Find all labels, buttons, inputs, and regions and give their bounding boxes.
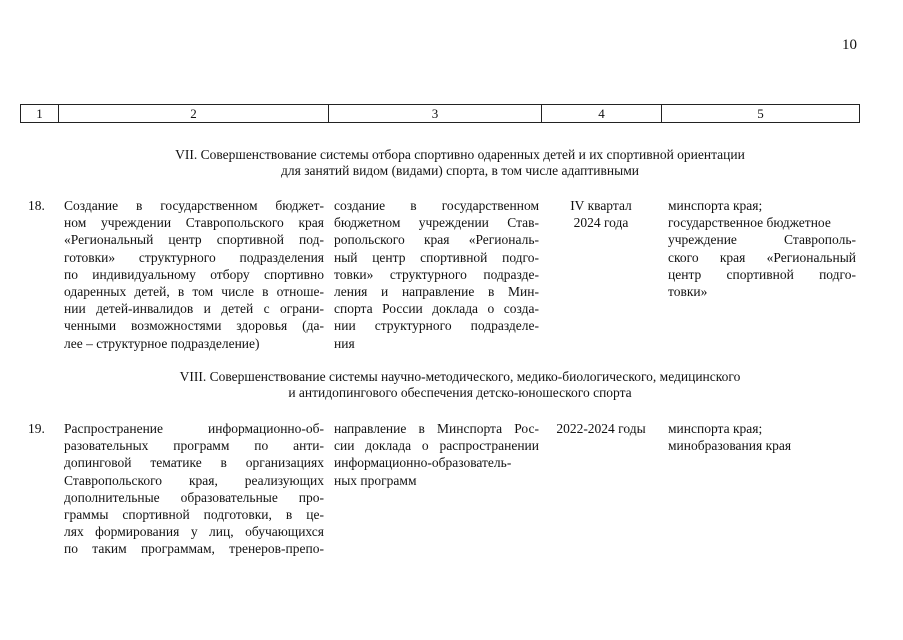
- text-line: минспорта края;: [668, 198, 763, 213]
- column-number-header: [20, 104, 860, 123]
- text-line: Распространение информационно-об-: [64, 421, 324, 436]
- responsible-cell: [668, 197, 856, 300]
- text-line: сии доклада о распространении: [334, 438, 539, 454]
- text-line: направление в Минспорта Рос-: [334, 421, 539, 436]
- text-line: товки»: [668, 284, 708, 300]
- text-line: учреждение Ставрополь-: [668, 232, 856, 248]
- text-line: спорта России доклада о созда-: [334, 301, 539, 317]
- text-line: ченными возможностями здоровья (да-: [64, 318, 324, 334]
- text-line: по индивидуальному отбору спортивно: [64, 266, 324, 282]
- result-cell: [334, 197, 539, 352]
- column-number-4: 4: [542, 105, 662, 122]
- text-line: «Региональный центр спортивной под-: [64, 232, 324, 248]
- text-line: нии структурного подразделе-: [334, 318, 539, 334]
- text-line: готовки» структурного подразделения: [64, 249, 324, 265]
- text-line: ных программ: [334, 472, 417, 488]
- text-line: Ставропольского края, реализующих: [64, 472, 324, 488]
- section-title-line: VII. Совершенствование системы отбора спортивно одаренных детей и их спортивной ориентации: [175, 147, 745, 162]
- text-line: государственное бюджетное: [668, 215, 831, 231]
- text-line: лее – структурное подразделение): [64, 335, 260, 351]
- measure-cell: [64, 420, 324, 558]
- text-line: по таким программам, тренеров-препо-: [64, 541, 324, 557]
- text-line: допинговой тематике в организациях: [64, 455, 324, 471]
- text-line: одаренных детей, в том числе в отноше-: [64, 284, 324, 300]
- text-line: Создание в государственном бюджет-: [64, 198, 324, 213]
- section-title-viii: [60, 369, 860, 401]
- text-line: 2024 года: [573, 215, 629, 231]
- text-line: создание в государственном: [334, 198, 539, 213]
- text-line: ния: [334, 335, 355, 351]
- column-number-3: 3: [329, 105, 542, 122]
- responsible-cell: [668, 420, 856, 454]
- result-cell: [334, 420, 539, 489]
- section-title-line: VIII. Совершенствование системы научно-методического, медико-биологического, медицинского: [179, 369, 741, 384]
- text-line: ропольского края «Региональ-: [334, 232, 539, 248]
- column-number-1: 1: [21, 105, 59, 122]
- term-cell: [546, 420, 656, 437]
- text-line: граммы спортивной подготовки, в це-: [64, 507, 324, 523]
- text-line: нии детей-инвалидов и детей с ограни-: [64, 301, 324, 317]
- section-title-line: для занятий видом (видами) спорта, в том числе адаптивными: [281, 163, 639, 178]
- text-line: минобразования края: [668, 438, 792, 454]
- section-title-line: и антидопингового обеспечения детско-юношеского спорта: [288, 385, 632, 400]
- measure-cell: [64, 197, 324, 352]
- item-number: 19.: [28, 421, 45, 436]
- column-number-2: 2: [59, 105, 329, 122]
- column-number-5: 5: [757, 105, 764, 121]
- text-line: информационно-образователь-: [334, 455, 512, 471]
- text-line: ления и направление в Мин-: [334, 284, 539, 300]
- text-line: ном учреждении Ставропольского края: [64, 215, 324, 231]
- text-line: лях формирования у лиц, обучающихся: [64, 524, 324, 540]
- section-title-vii: [60, 147, 860, 179]
- text-line: разовательных программ по анти-: [64, 438, 324, 454]
- text-line: центр спортивной подго-: [668, 266, 856, 282]
- item-number: 18.: [28, 198, 45, 213]
- text-line: дополнительные образовательные про-: [64, 489, 324, 505]
- text-line: бюджетном учреждении Став-: [334, 215, 539, 231]
- text-line: IV квартал: [570, 198, 632, 213]
- term-cell: [546, 197, 656, 231]
- page-number: 10: [842, 37, 857, 53]
- text-line: ный центр спортивной подго-: [334, 249, 539, 265]
- text-line: 2022-2024 годы: [556, 421, 646, 436]
- text-line: товки» структурного подразде-: [334, 266, 539, 282]
- text-line: ского края «Региональный: [668, 249, 856, 265]
- text-line: минспорта края;: [668, 421, 763, 436]
